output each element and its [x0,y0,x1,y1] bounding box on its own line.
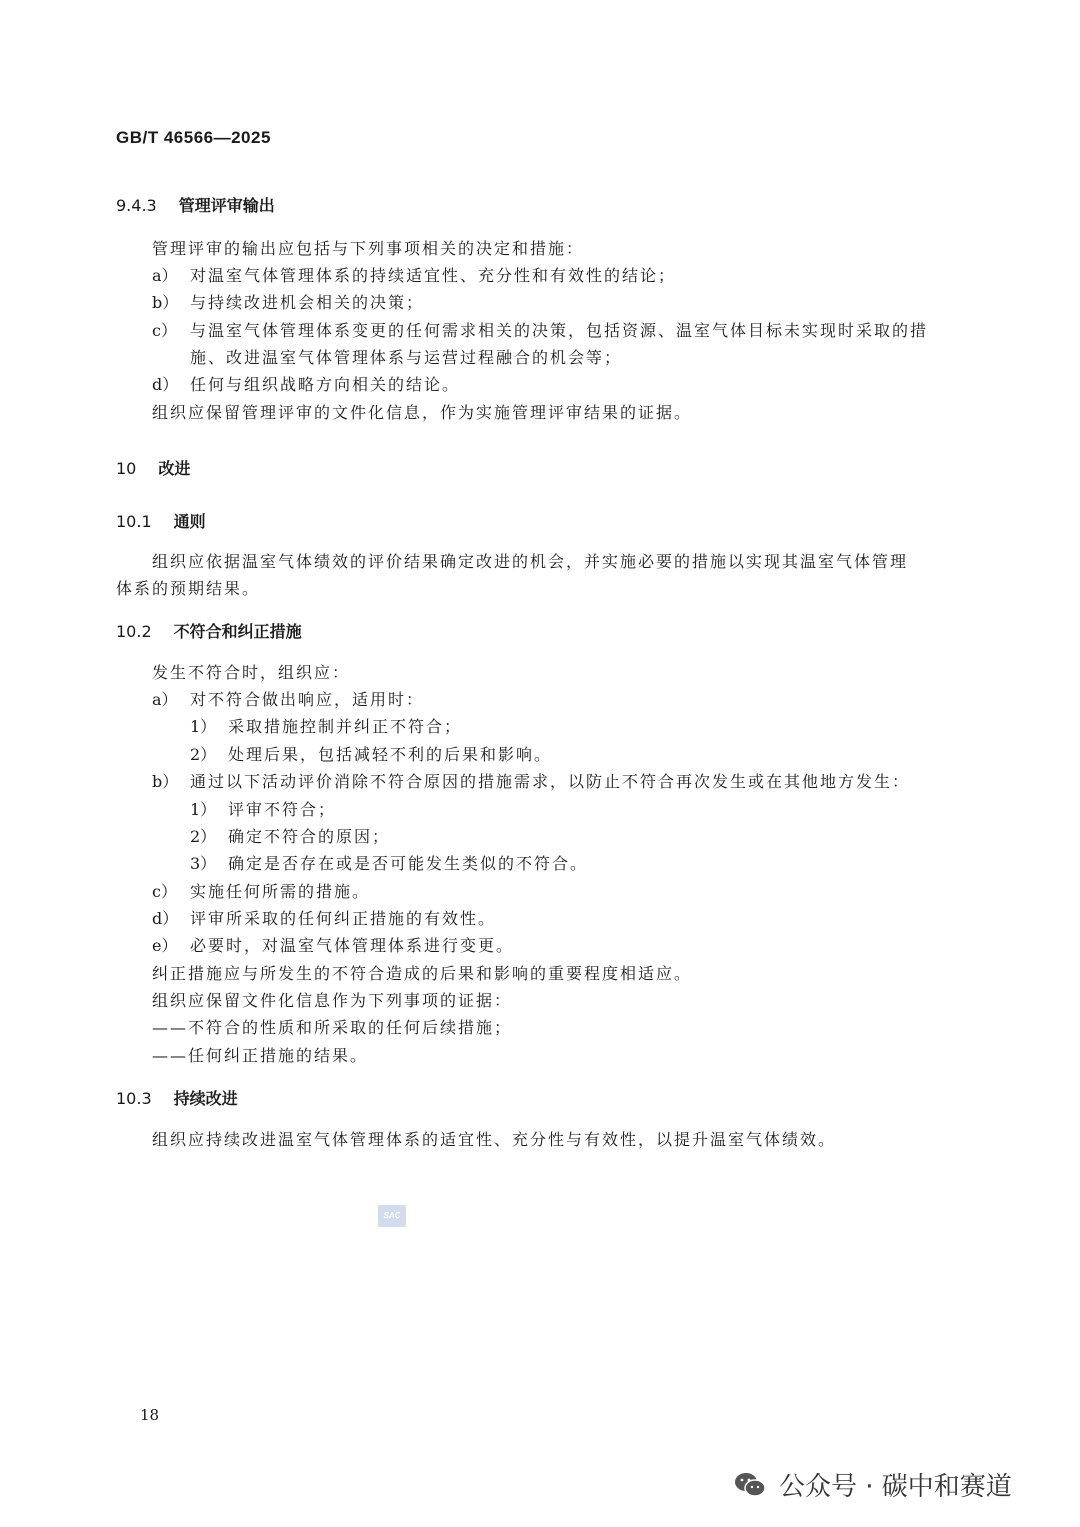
list-text: 确定不符合的原因； [228,827,391,846]
list-text: 评审不符合； [228,800,337,819]
dash-item: ——不符合的性质和所采取的任何后续措施； [152,1018,513,1037]
section-number: 10 [116,459,137,478]
list-text: 评审所采取的任何纠正措施的有效性。 [190,909,497,928]
section-number: 9.4.3 [116,196,157,215]
heading-9-4-3 [116,193,275,216]
list-text: 实施任何所需的措施。 [190,882,371,901]
dash-item: ——任何纠正措施的结果。 [152,1046,369,1065]
list-marker: a） [152,266,178,285]
section-title: 持续改进 [173,1089,238,1108]
paragraph: 组织应保留文件化信息作为下列事项的证据： [152,991,513,1010]
list-item-continuation: 施、改进温室气体管理体系与运营过程融合的机会等； [190,348,623,367]
list-text: 通过以下活动评价消除不符合原因的措施需求，以防止不符合再次发生或在其他地方发生： [190,772,911,791]
list-text: 对不符合做出响应，适用时： [190,690,425,709]
list-marker: d） [152,375,179,394]
list-text: 确定是否存在或是否可能发生类似的不符合。 [228,854,589,873]
heading-10-2 [116,619,302,642]
section-number: 10.1 [116,512,152,531]
list-marker: 2） [190,745,217,764]
list-text: 对温室气体管理体系的持续适宜性、充分性和有效性的结论； [190,266,677,285]
list-item [152,933,514,956]
list-item [152,879,370,902]
list-item [152,318,928,341]
sub-list-item [190,797,336,820]
section-title: 改进 [158,459,191,478]
watermark-text: 公众号 · 碳中和赛道 [779,1472,1012,1502]
list-marker: e） [152,936,178,955]
heading-10-3 [116,1086,238,1109]
section-title: 通则 [173,512,206,531]
section-title: 管理评审输出 [178,196,275,215]
page-number: 18 [140,1406,160,1424]
paragraph: 纠正措施应与所发生的不符合造成的后果和影响的重要程度相适应。 [152,964,693,983]
list-marker: 3） [190,854,217,873]
paragraph: 组织应保留管理评审的文件化信息，作为实施管理评审结果的证据。 [152,403,693,422]
sub-list-item [190,714,462,737]
section-number: 10.3 [116,1089,152,1108]
list-text: 采取措施控制并纠正不符合； [228,717,463,736]
section-number: 10.2 [116,622,152,641]
paragraph: 组织应依据温室气体绩效的评价结果确定改进的机会，并实施必要的措施以实现其温室气体管理 [152,552,909,571]
heading-10-1 [116,509,206,532]
list-text: 与温室气体管理体系变更的任何需求相关的决策，包括资源、温室气体目标未实现时采取的措 [190,321,929,340]
list-item [152,290,424,313]
watermark [733,1466,1012,1503]
list-item [152,906,496,929]
sub-list-item [190,742,552,765]
list-text: 处理后果，包括减轻不利的后果和影响。 [228,745,553,764]
list-marker: a） [152,690,178,709]
paragraph: 管理评审的输出应包括与下列事项相关的决定和措施： [152,239,585,258]
list-marker: d） [152,909,179,928]
list-text: 任何与组织战略方向相关的结论。 [190,375,461,394]
list-marker: b） [152,293,179,312]
list-marker: 1） [190,800,217,819]
section-title: 不符合和纠正措施 [173,622,302,641]
sub-list-item [190,851,588,874]
list-marker: b） [152,772,179,791]
list-item [152,372,460,395]
list-item [152,687,424,710]
list-item [152,263,676,286]
heading-10 [116,456,190,479]
list-marker: c） [152,321,177,340]
list-text: 必要时，对温室气体管理体系进行变更。 [190,936,515,955]
list-marker: c） [152,882,177,901]
list-marker: 1） [190,717,217,736]
list-marker: 2） [190,827,217,846]
paragraph-continuation: 体系的预期结果。 [116,579,261,598]
sac-stamp: SAC [378,1205,406,1227]
list-text: 与持续改进机会相关的决策； [190,293,425,312]
sub-list-item [190,824,390,847]
list-item [152,769,910,792]
paragraph: 发生不符合时，组织应： [152,663,351,682]
standard-code: GB/T 46566—2025 [116,128,271,147]
paragraph: 组织应持续改进温室气体管理体系的适宜性、充分性与有效性，以提升温室气体绩效。 [152,1130,837,1149]
wechat-icon [733,1471,767,1499]
